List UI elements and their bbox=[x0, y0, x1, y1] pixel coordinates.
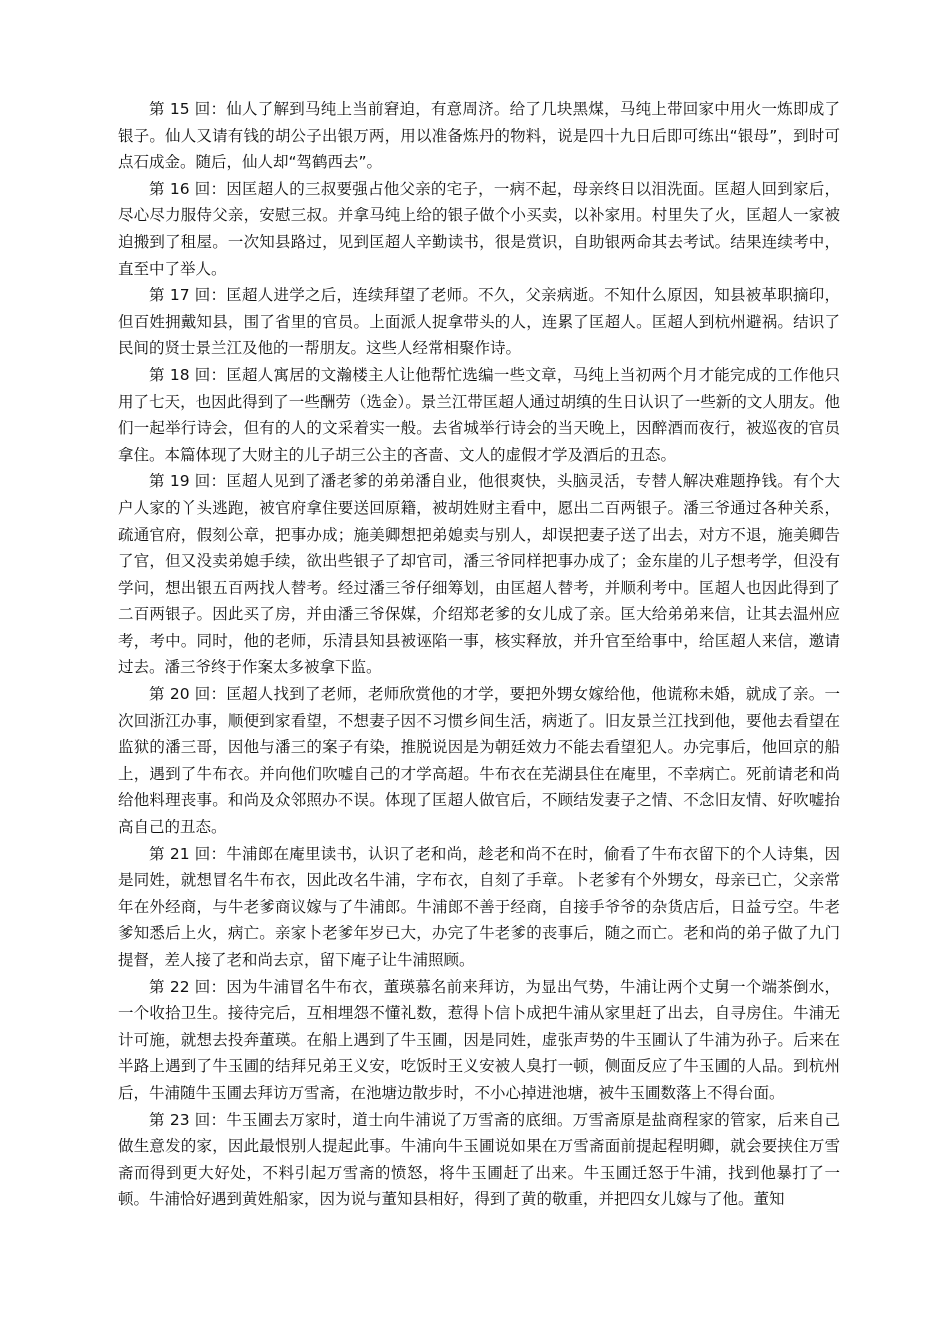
chapter-21-paragraph: 第 21 回：牛浦郎在庵里读书，认识了老和尚，趁老和尚不在时，偷看了牛布衣留下的个人诗集，因是同姓，就想冒名牛布衣，因此改名牛浦，字布衣，自刻了手章。卜老爹有个外甥女，母亲已亡，父亲常年在外经商，与牛老爹商议嫁与了牛浦郎。牛浦郎不善于经商，自接手爷爷的杂货店后，日益亏空。牛老爹知悉后上火，病亡。亲家卜老爹年岁已大，办完了牛老爹的丧事后，随之而亡。老和尚的弟子做了九门提督，差人接了老和尚去京，留下庵子让牛浦照顾。 bbox=[118, 844, 840, 969]
chapter-20-paragraph: 第 20 回：匡超人找到了老师，老师欣赏他的才学，要把外甥女嫁给他，他谎称未婚，就成了亲。一次回浙江办事，顺便到家看望，不想妻子因不习惯乡间生活，病逝了。旧友景兰江找到他，要他去看望在监狱的潘三哥，因他与潘三的案子有染，推脱说因是为朝廷效力不能去看望犯人。办完事后，他回京的船上，遇到了牛布衣。并向他们吹嘘自己的才学高超。牛布衣在芜湖县住在庵里，不幸病亡。死前请老和尚给他料理丧事。和尚及众邻照办不误。体现了匡超人做官后，不顾结发妻子之情、不念旧友情、好吹嘘抬高自己的丑态。 bbox=[118, 685, 840, 837]
chapter-23-paragraph: 第 23 回：牛玉圃去万家时，道士向牛浦说了万雪斋的底细。万雪斋原是盐商程家的管家，后来自己做生意发的家，因此最恨别人提起此事。牛浦向牛玉圃说如果在万雪斋面前提起程明卿，就会要挟住万雪斋而得到更大好处，不料引起万雪斋的愤怒，将牛玉圃赶了出来。牛玉圃迁怒于牛浦，找到他暴打了一顿。牛浦恰好遇到黄姓船家，因为说与董知县相好，得到了黄的敬重，并把四女儿嫁与了他。董知 bbox=[118, 1110, 840, 1209]
chapter-15-paragraph: 第 15 回：仙人了解到马纯上当前窘迫，有意周济。给了几块黑煤，马纯上带回家中用火一炼即成了银子。仙人又请有钱的胡公子出银万两，用以准备炼丹的物料，说是四十九日后即可练出“银母”，到时可点石成金。随后，仙人却“驾鹤西去”。 bbox=[118, 100, 840, 172]
chapter-22-paragraph: 第 22 回：因为牛浦冒名牛布衣，董瑛慕名前来拜访，为显出气势，牛浦让两个丈舅一个端茶倒水，一个收拾卫生。接待完后，互相埋怨不懂礼数，惹得卜信卜成把牛浦从家里赶了出去，自寻房住。牛浦无计可施，就想去投奔董瑛。在船上遇到了牛玉圃，因是同姓，虚张声势的牛玉圃认了牛浦为孙子。后来在半路上遇到了牛玉圃的结拜兄弟王义安，吃饭时王义安被人臭打一顿，侧面反应了牛玉圃的人品。到杭州后，牛浦随牛玉圃去拜访万雪斋，在池塘边散步时，不小心掉进池塘，被牛玉圃数落上不得台面。 bbox=[118, 977, 840, 1102]
chapter-18-paragraph: 第 18 回：匡超人寓居的文瀚楼主人让他帮忙选编一些文章，马纯上当初两个月才能完成的工作他只用了七天，也因此得到了一些酬劳（选金）。景兰江带匡超人通过胡缜的生日认识了一些新的文人朋友。他们一起举行诗会，但有的人的文采着实一般。去省城举行诗会的当天晚上，因醉酒而夜行，被巡夜的官员拿住。本篇体现了大财主的儿子胡三公主的吝啬、文人的虚假才学及酒后的丑态。 bbox=[118, 365, 840, 464]
chapter-16-paragraph: 第 16 回：因匡超人的三叔要强占他父亲的宅子，一病不起，母亲终日以泪洗面。匡超人回到家后，尽心尽力服侍父亲，安慰三叔。并拿马纯上给的银子做个小买卖，以补家用。村里失了火，匡超人一家被迫搬到了租屋。一次知县路过，见到匡超人辛勤读书，很是赏识，自助银两命其去考试。结果连续考中，直至中了举人。 bbox=[118, 179, 840, 278]
chapter-19-paragraph: 第 19 回：匡超人见到了潘老爹的弟弟潘自业，他很爽快，头脑灵活，专替人解决难题挣钱。有个大户人家的丫头逃跑，被官府拿住要送回原籍，被胡姓财主看中，愿出二百两银子。潘三爷通过各种关系，疏通官府，假刻公章，把事办成；施美卿想把弟媳卖与别人，却误把妻子送了出去，对方不退，施美卿告了官，但又没卖弟媳手续，欲出些银子了却官司，潘三爷同样把事办成了；金东崖的儿子想考学，但没有学问，想出银五百两找人替考。经过潘三爷仔细筹划，由匡超人替考，并顺利考中。匡超人也因此得到了二百两银子。因此买了房，并由潘三爷保媒，介绍郑老爹的女儿成了亲。匡大给弟弟来信，让其去温州应考，考中。同时，他的老师，乐清县知县被诬陷一事，核实释放，并升官至给事中，给匡超人来信，邀请过去。潘三爷终于作案太多被拿下监。 bbox=[118, 472, 840, 677]
chapter-17-paragraph: 第 17 回：匡超人进学之后，连续拜望了老师。不久，父亲病逝。不知什么原因，知县被革职摘印，但百姓拥戴知县，围了省里的官员。上面派人捉拿带头的人，连累了匡超人。匡超人到杭州避祸。结识了民间的贤士景兰江及他的一帮朋友。这些人经常相聚作诗。 bbox=[118, 286, 840, 358]
document-page bbox=[118, 96, 840, 1213]
